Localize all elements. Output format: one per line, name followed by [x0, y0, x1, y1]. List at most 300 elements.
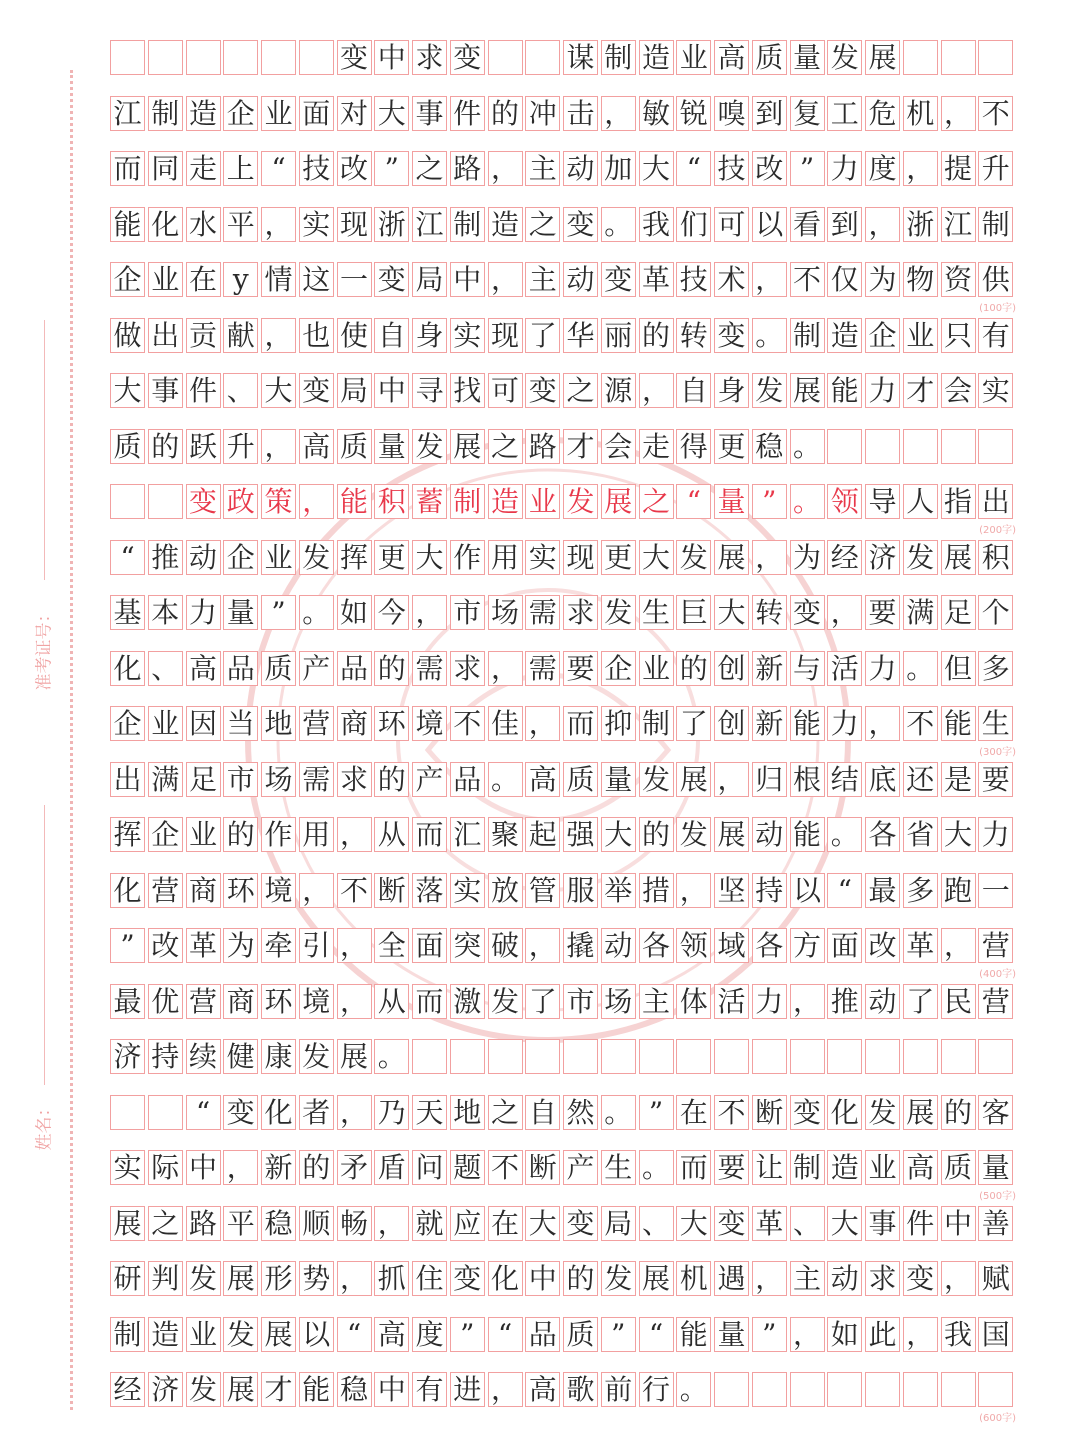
grid-character: 用 [490, 540, 519, 574]
grid-character: 机 [906, 96, 935, 130]
grid-character: 展 [943, 540, 972, 574]
grid-row [110, 484, 1016, 519]
grid-character: 。 [641, 1151, 670, 1184]
grid-character: ， [490, 152, 519, 185]
grid-cell [752, 1372, 787, 1407]
grid-character: 如 [339, 596, 368, 629]
grid-character: 制 [641, 707, 670, 740]
grid-character: 矛 [339, 1151, 368, 1184]
grid-character: 情 [264, 263, 293, 296]
grid-character: 展 [868, 41, 897, 74]
grid-character: 蓄 [415, 485, 444, 518]
grid-character: 的 [377, 762, 406, 796]
grid-character: 发 [490, 984, 519, 1018]
grid-character: 环 [377, 707, 406, 740]
grid-character: 求 [415, 41, 444, 74]
exam-id-blank-line [44, 320, 45, 580]
grid-character: 中 [188, 1151, 217, 1184]
grid-character: 改 [151, 929, 180, 962]
grid-character: 能 [679, 1317, 708, 1351]
grid-character: 造 [641, 41, 670, 74]
grid-character: 产 [302, 651, 331, 685]
grid-character: 底 [868, 762, 897, 796]
grid-character: 稳 [755, 429, 784, 463]
grid-character: 的 [566, 1262, 595, 1295]
grid-cell [148, 40, 183, 75]
grid-character: 管 [528, 873, 557, 907]
grid-character: 大 [528, 1206, 557, 1240]
grid-character: 之 [415, 152, 444, 185]
grid-character: 顺 [302, 1206, 331, 1240]
grid-character: 变 [188, 485, 217, 518]
grid-character: 质 [943, 1151, 972, 1184]
grid-character: 的 [151, 429, 180, 463]
grid-character: 优 [151, 984, 180, 1018]
grid-row [110, 706, 1016, 741]
grid-character: 商 [188, 873, 217, 907]
grid-character: 会 [943, 374, 972, 407]
grid-character: 、 [151, 651, 180, 685]
grid-character: 最 [868, 873, 897, 907]
grid-character: 中 [943, 1206, 972, 1240]
grid-character: 能 [830, 374, 859, 407]
grid-row [110, 928, 1016, 963]
grid-character: 术 [717, 263, 746, 296]
grid-character: ， [264, 429, 293, 463]
grid-character: 量 [717, 1317, 746, 1351]
grid-character: 可 [490, 374, 519, 407]
word-count-marker: (100字) [979, 303, 1016, 314]
grid-character: 高 [906, 1151, 935, 1184]
grid-character: 业 [679, 41, 708, 74]
grid-character: 更 [717, 429, 746, 463]
grid-character: 要 [981, 762, 1010, 796]
grid-character: 歌 [566, 1373, 595, 1406]
grid-character: “ [686, 152, 701, 185]
grid-cell [790, 1039, 825, 1074]
grid-character: 大 [113, 374, 142, 407]
grid-character: 高 [717, 41, 746, 74]
grid-character: 事 [415, 96, 444, 130]
grid-character: 造 [151, 1317, 180, 1351]
grid-character: 但 [943, 651, 972, 685]
grid-character: 展 [453, 429, 482, 463]
grid-character: 的 [377, 651, 406, 685]
grid-character: ” [762, 485, 777, 518]
grid-character: 。 [604, 1095, 633, 1129]
grid-character: 的 [943, 1095, 972, 1129]
grid-character: 际 [151, 1151, 180, 1184]
grid-character: 起 [528, 818, 557, 851]
grid-character: 的 [226, 818, 255, 851]
grid-character: 而 [113, 152, 142, 185]
grid-character: 敏 [641, 96, 670, 130]
grid-character: 发 [906, 540, 935, 574]
grid-character: 更 [604, 540, 633, 574]
grid-character: 主 [792, 1262, 821, 1295]
grid-character: 环 [226, 873, 255, 907]
grid-character: 跑 [943, 873, 972, 907]
grid-row [110, 1095, 1016, 1130]
grid-character: 题 [453, 1151, 482, 1184]
grid-character: ， [339, 1095, 368, 1129]
word-count-marker: (500字) [979, 1191, 1016, 1202]
grid-character: 人 [906, 485, 935, 518]
grid-character: 为 [226, 929, 255, 962]
grid-character: 生 [604, 1151, 633, 1184]
grid-character: ， [339, 1262, 368, 1295]
grid-character: 到 [755, 96, 784, 130]
grid-character: 资 [943, 263, 972, 296]
grid-cell [714, 1039, 749, 1074]
grid-character: 与 [792, 651, 821, 685]
grid-character: 局 [604, 1206, 633, 1240]
grid-row [110, 151, 1016, 186]
grid-character: 量 [981, 1151, 1010, 1184]
grid-character: 推 [830, 984, 859, 1018]
grid-character: 求 [868, 1262, 897, 1295]
grid-character: 改 [868, 929, 897, 962]
grid-character: 服 [566, 873, 595, 907]
grid-character: 走 [188, 152, 217, 185]
grid-character: 水 [188, 207, 217, 241]
grid-character: 品 [226, 651, 255, 685]
grid-character: 自 [377, 318, 406, 352]
grid-character: 作 [264, 818, 293, 851]
grid-character: 量 [604, 762, 633, 796]
grid-cell [941, 429, 976, 464]
grid-cell [525, 1039, 560, 1074]
grid-character: 境 [302, 984, 331, 1018]
grid-character: 创 [717, 651, 746, 685]
grid-character: 破 [490, 929, 519, 962]
grid-character: ， [830, 596, 859, 629]
grid-character: ， [868, 207, 897, 241]
grid-character: 跃 [188, 429, 217, 463]
grid-cell [978, 40, 1013, 75]
grid-character: 展 [641, 1262, 670, 1295]
grid-character: 产 [566, 1151, 595, 1184]
grid-character: 制 [453, 485, 482, 518]
grid-character: 展 [113, 1206, 142, 1240]
grid-character: 量 [717, 485, 746, 518]
grid-character: ， [339, 984, 368, 1018]
grid-character: 大 [415, 540, 444, 574]
grid-character: ， [943, 929, 972, 962]
grid-character: 出 [151, 318, 180, 352]
grid-character: 满 [906, 596, 935, 629]
grid-character: 要 [868, 596, 897, 629]
grid-character: ， [755, 1262, 784, 1295]
grid-character: 业 [264, 96, 293, 130]
grid-character: 经 [830, 540, 859, 574]
grid-character: 变 [906, 1262, 935, 1295]
grid-character: 者 [302, 1095, 331, 1129]
grid-character: 如 [830, 1317, 859, 1351]
grid-row [110, 651, 1016, 686]
grid-character: 变 [453, 41, 482, 74]
grid-character: 锐 [679, 96, 708, 130]
grid-character: 、 [226, 374, 255, 407]
grid-character: 体 [679, 984, 708, 1018]
grid-character: 行 [641, 1373, 670, 1406]
grid-character: 动 [604, 929, 633, 962]
grid-character: 现 [339, 207, 368, 241]
grid-cell [790, 1372, 825, 1407]
grid-row [110, 1039, 1016, 1074]
grid-character: 面 [830, 929, 859, 962]
grid-character: 浙 [906, 207, 935, 241]
grid-character: 能 [339, 485, 368, 518]
grid-character: 制 [981, 207, 1010, 241]
grid-character: 质 [566, 762, 595, 796]
grid-character: 需 [528, 596, 557, 629]
grid-character: 应 [453, 1206, 482, 1240]
grid-character: 方 [792, 929, 821, 962]
grid-character: 佳 [490, 707, 519, 740]
grid-character: 主 [641, 984, 670, 1018]
grid-character: ， [264, 318, 293, 352]
grid-character: 变 [528, 374, 557, 407]
grid-character: 遇 [717, 1262, 746, 1295]
grid-character: 发 [604, 1262, 633, 1295]
grid-cell [601, 1039, 636, 1074]
grid-cell [676, 1039, 711, 1074]
grid-character: 工 [830, 96, 859, 130]
grid-character: 以 [302, 1317, 331, 1351]
grid-character: 品 [528, 1317, 557, 1351]
grid-character: 以 [792, 873, 821, 907]
grid-character: 业 [151, 263, 180, 296]
grid-character: 丽 [604, 318, 633, 352]
grid-character: 之 [641, 485, 670, 518]
grid-character: ， [528, 929, 557, 962]
grid-character: ， [792, 1317, 821, 1351]
grid-character: 只 [943, 318, 972, 352]
grid-character: 中 [453, 263, 482, 296]
grid-character: 需 [302, 762, 331, 796]
grid-character: 这 [302, 263, 331, 296]
grid-character: 实 [453, 318, 482, 352]
grid-character: 产 [415, 762, 444, 796]
grid-character: 展 [226, 1373, 255, 1406]
grid-character: 革 [906, 929, 935, 962]
grid-character: 可 [717, 207, 746, 241]
grid-character: 业 [151, 707, 180, 740]
grid-character: ， [906, 152, 935, 185]
grid-character: 化 [264, 1095, 293, 1129]
grid-cell [148, 1095, 183, 1130]
grid-character: 找 [453, 374, 482, 407]
grid-character: 主 [528, 263, 557, 296]
grid-character: 而 [415, 818, 444, 851]
grid-character: 求 [566, 596, 595, 629]
grid-character: ” [762, 1317, 777, 1351]
grid-character: 各 [755, 929, 784, 962]
grid-character: 发 [679, 540, 708, 574]
grid-character: 中 [377, 1373, 406, 1406]
grid-character: 发 [641, 762, 670, 796]
grid-character: 动 [566, 152, 595, 185]
grid-cell [752, 1039, 787, 1074]
grid-character: 实 [302, 207, 331, 241]
grid-character: 在 [188, 263, 217, 296]
grid-character: 力 [188, 596, 217, 629]
grid-character: 大 [679, 1206, 708, 1240]
grid-character: 指 [943, 485, 972, 518]
grid-character: 出 [113, 762, 142, 796]
grid-cell [261, 40, 296, 75]
grid-character: 能 [302, 1373, 331, 1406]
grid-character: 健 [226, 1040, 255, 1073]
grid-character: 聚 [490, 818, 519, 851]
grid-character: 自 [679, 374, 708, 407]
grid-character: 。 [490, 762, 519, 796]
grid-character: 在 [679, 1095, 708, 1129]
grid-row [110, 318, 1016, 353]
grid-character: 力 [868, 651, 897, 685]
grid-character: 高 [528, 762, 557, 796]
grid-character: 力 [830, 707, 859, 740]
grid-character: 变 [339, 41, 368, 74]
grid-character: 而 [566, 707, 595, 740]
grid-character: 上 [226, 152, 255, 185]
grid-character: 引 [302, 929, 331, 962]
grid-character: ” [271, 596, 286, 629]
grid-character: 加 [604, 152, 633, 185]
grid-character: 盾 [377, 1151, 406, 1184]
grid-character: ” [648, 1095, 664, 1129]
grid-character: 大 [830, 1206, 859, 1240]
grid-character: 走 [641, 429, 670, 463]
grid-character: 足 [188, 762, 217, 796]
grid-character: 之 [151, 1206, 180, 1240]
grid-character: ， [490, 651, 519, 685]
grid-character: 不 [490, 1151, 519, 1184]
grid-character: 营 [981, 929, 1010, 962]
grid-character: 市 [566, 984, 595, 1018]
grid-character: 然 [566, 1095, 595, 1129]
grid-character: ， [490, 1373, 519, 1406]
grid-character: 要 [566, 651, 595, 685]
grid-character: 经 [113, 1373, 142, 1406]
grid-cell [450, 1039, 485, 1074]
grid-character: 发 [604, 596, 633, 629]
grid-character: 当 [226, 707, 255, 740]
grid-character: 贡 [188, 318, 217, 352]
grid-character: 需 [415, 651, 444, 685]
grid-character: 升 [226, 429, 255, 463]
grid-cell [488, 40, 523, 75]
grid-cell [865, 1372, 900, 1407]
grid-character: 革 [755, 1206, 784, 1240]
grid-character: 是 [943, 762, 972, 796]
grid-character: 省 [906, 818, 935, 851]
grid-character: 断 [377, 873, 406, 907]
grid-character: 企 [868, 318, 897, 352]
grid-character: 现 [566, 540, 595, 574]
grid-character: 了 [528, 984, 557, 1018]
grid-character: 就 [415, 1206, 444, 1240]
grid-character: 平 [226, 1206, 255, 1240]
grid-row [110, 262, 1016, 297]
grid-character: 对 [339, 96, 368, 130]
grid-character: 制 [792, 318, 821, 352]
grid-character: 献 [226, 318, 255, 352]
grid-character: 实 [981, 374, 1010, 407]
grid-character: 化 [830, 1095, 859, 1129]
grid-character: 展 [717, 540, 746, 574]
grid-cell [865, 429, 900, 464]
grid-character: 现 [490, 318, 519, 352]
grid-character: 事 [151, 374, 180, 407]
grid-row [110, 873, 1016, 908]
grid-character: 力 [755, 984, 784, 1018]
grid-character: 发 [302, 540, 331, 574]
grid-character: 商 [226, 984, 255, 1018]
grid-character: 质 [113, 429, 142, 463]
grid-character: ， [641, 374, 670, 407]
grid-character: ， [755, 540, 784, 574]
grid-character: 我 [943, 1317, 972, 1351]
word-count-marker: (300字) [979, 747, 1016, 758]
grid-character: “ [837, 873, 852, 907]
grid-character: 造 [490, 207, 519, 241]
grid-character: 求 [339, 762, 368, 796]
grid-character: y [232, 263, 249, 296]
grid-character: 基 [113, 596, 142, 629]
grid-character: 研 [113, 1262, 142, 1295]
grid-character: 一 [981, 873, 1010, 907]
grid-cell [827, 429, 862, 464]
grid-character: 质 [339, 429, 368, 463]
grid-character: 造 [830, 318, 859, 352]
grid-row [110, 595, 1016, 630]
grid-character: “ [346, 1317, 362, 1351]
grid-character: 断 [528, 1151, 557, 1184]
grid-character: 改 [755, 152, 784, 185]
grid-row [110, 762, 1016, 797]
grid-cell [903, 1372, 938, 1407]
grid-character: ， [490, 263, 519, 296]
grid-character: 能 [792, 707, 821, 740]
grid-character: 持 [755, 873, 784, 907]
grid-character: 提 [943, 152, 972, 185]
grid-character: 之 [528, 207, 557, 241]
grid-character: 从 [377, 984, 406, 1018]
grid-character: 动 [566, 263, 595, 296]
grid-row [110, 1150, 1016, 1185]
grid-character: 济 [151, 1373, 180, 1406]
grid-character: 赋 [981, 1262, 1010, 1295]
grid-character: ， [604, 96, 633, 130]
grid-character: ， [755, 263, 784, 296]
grid-character: 足 [943, 596, 972, 629]
grid-character: 大 [604, 818, 633, 851]
grid-character: 生 [641, 596, 670, 629]
grid-character: 们 [679, 207, 708, 241]
grid-character: 的 [302, 1151, 331, 1184]
margin-dotted-line [70, 70, 73, 1410]
grid-character: 乃 [377, 1095, 406, 1129]
grid-character: 企 [151, 818, 180, 851]
grid-character: 业 [641, 651, 670, 685]
grid-character: 此 [868, 1317, 897, 1351]
grid-character: 持 [151, 1040, 180, 1073]
grid-character: 路 [188, 1206, 217, 1240]
grid-character: 大 [943, 818, 972, 851]
grid-character: 多 [906, 873, 935, 907]
